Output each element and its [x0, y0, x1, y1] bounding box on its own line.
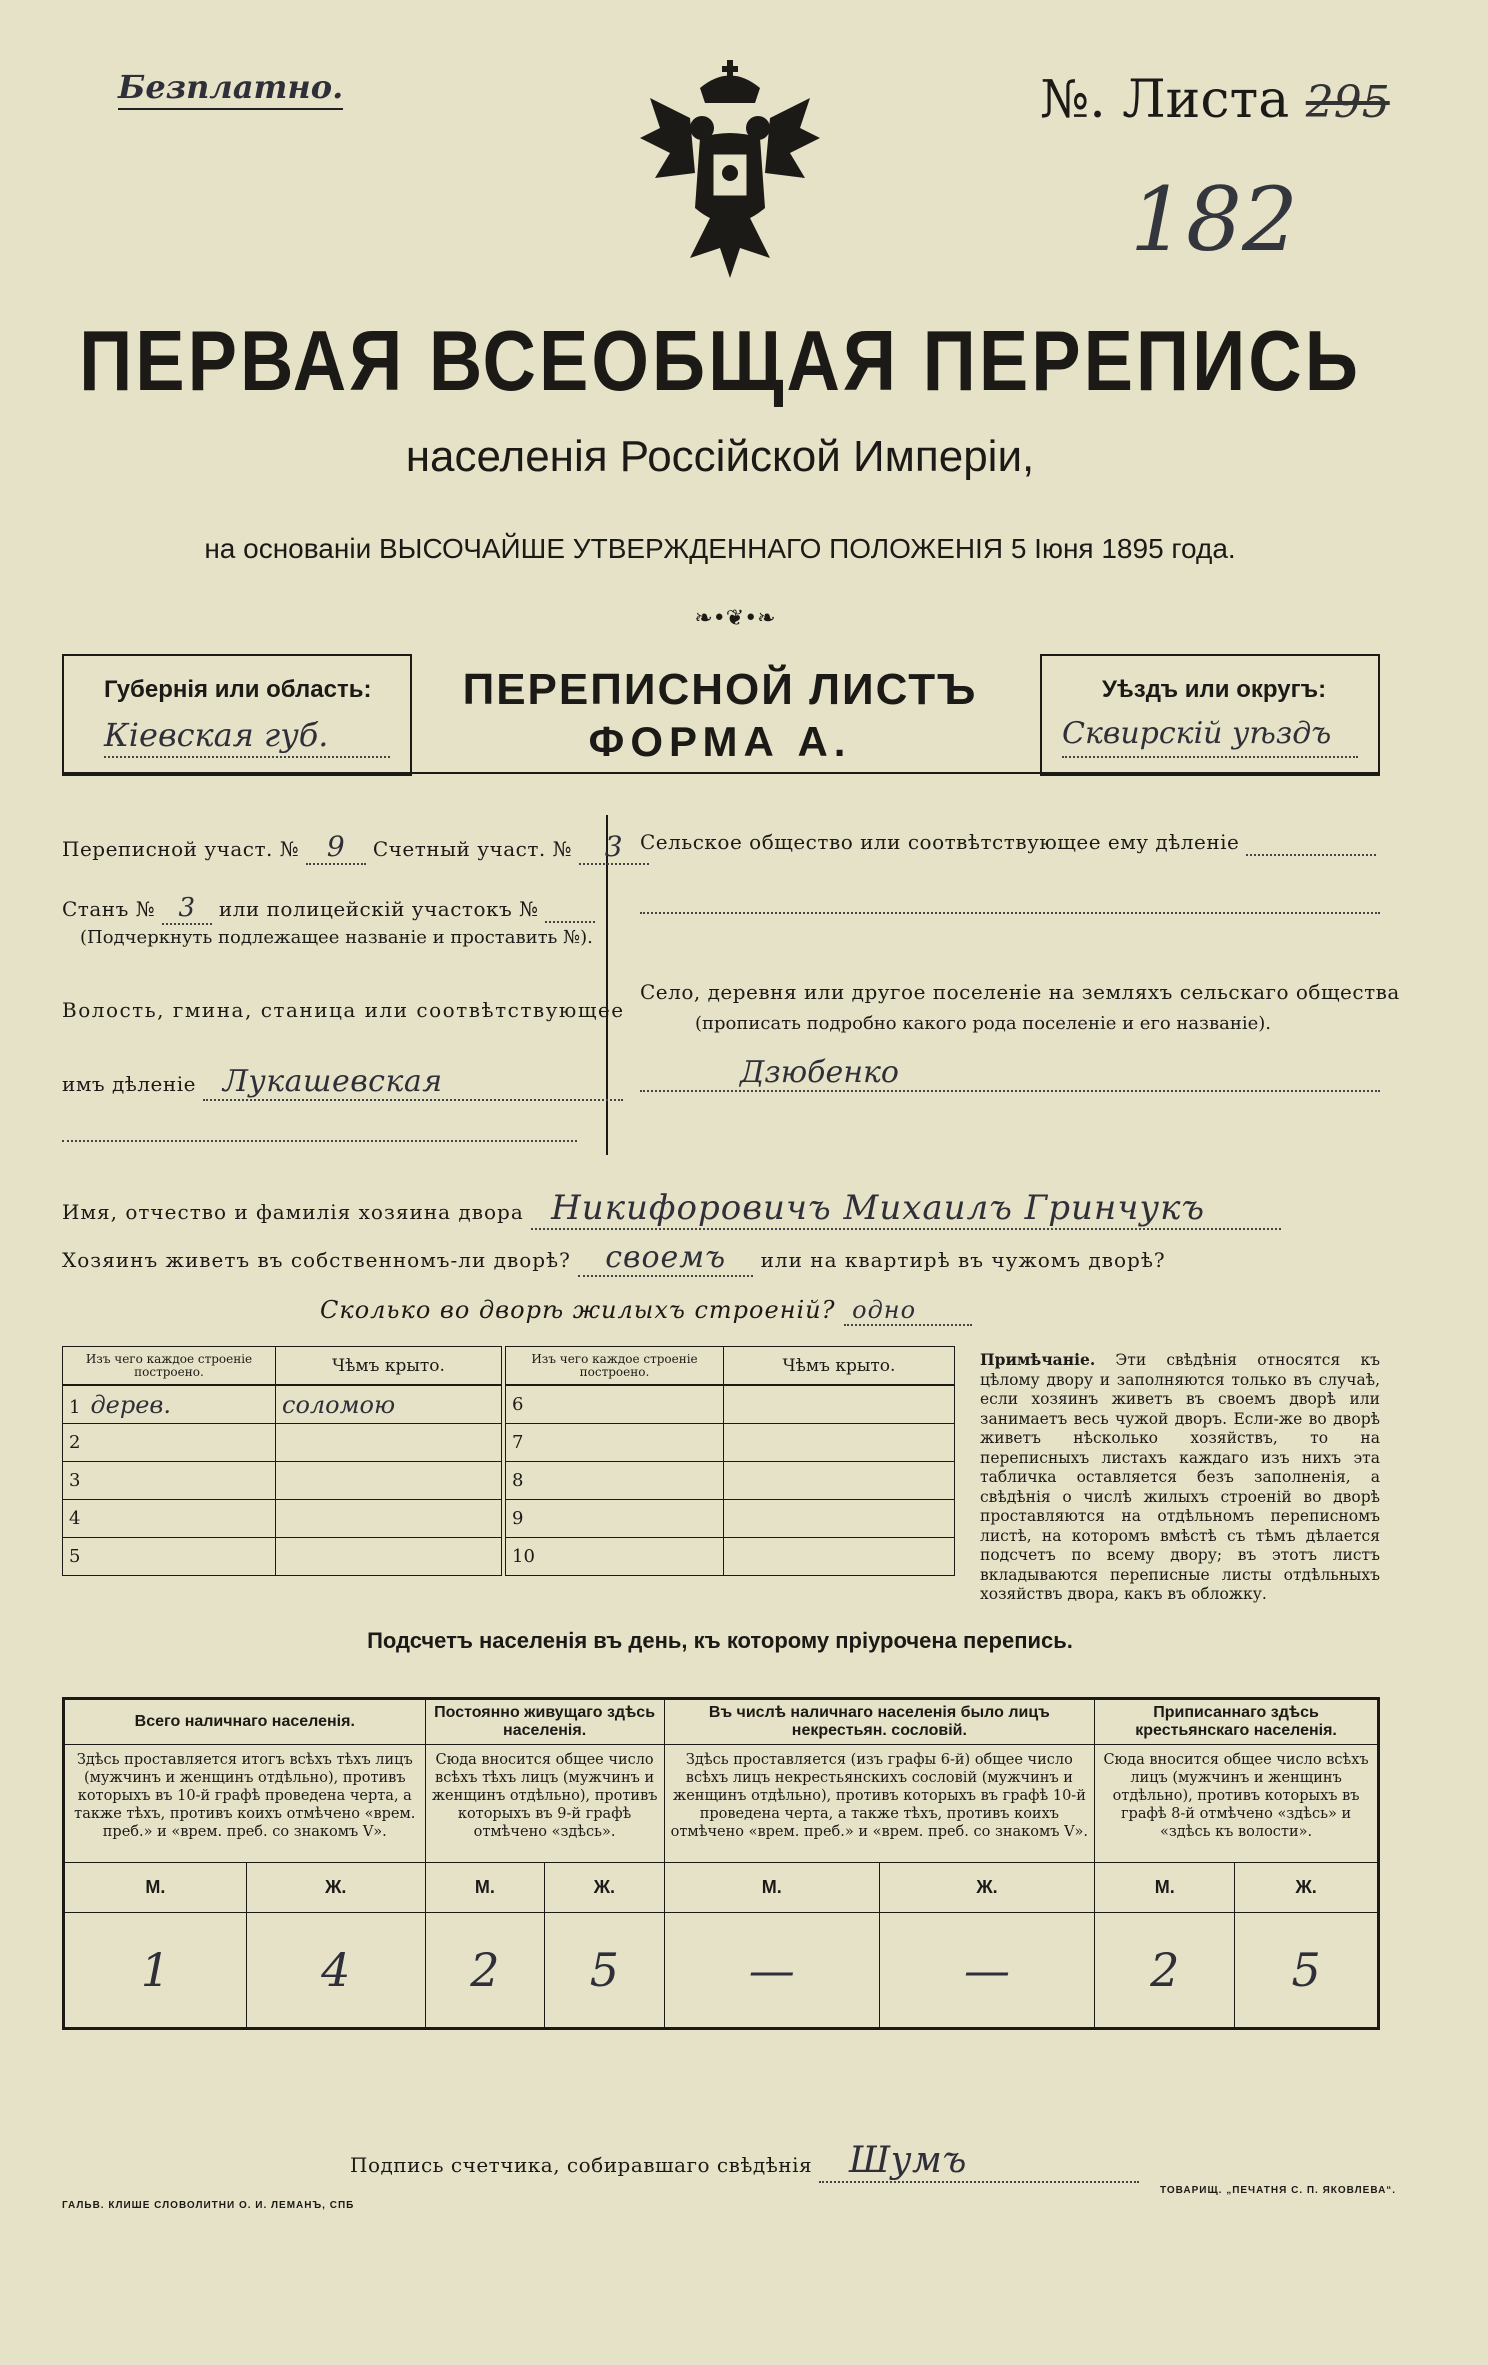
- village-hint: (прописать подробно какого рода поселеніе и его названіе).: [695, 1013, 1271, 1034]
- buildings-table-left: Изъ чего каждое строеніе построено. Чѣмъ крыто. 1 дерев. соломою 2 3 4 5: [62, 1346, 502, 1576]
- district-box: [1040, 654, 1380, 776]
- village-label: Село, деревня или другое поселеніе на земляхъ сельскаго общества: [640, 980, 1400, 1004]
- owner-lives-row: Хозяинъ живетъ въ собственномъ-ли дворѣ? своемъ или на квартирѣ въ чужомъ дворѣ?: [62, 1240, 1166, 1275]
- stan-value: 3: [162, 893, 212, 925]
- owner-lives-value: своемъ: [578, 1240, 753, 1277]
- male-count: 1: [64, 1913, 247, 2029]
- female-count: 4: [246, 1913, 425, 2029]
- footer-right: ТОВАРИЩ. „ПЕЧАТНЯ С. П. ЯКОВЛЕВА“.: [1160, 2185, 1397, 2196]
- male-label: М.: [1095, 1863, 1235, 1913]
- population-col-desc: Сюда вносится общее число всѣхъ лицъ (мужчинъ и женщинъ отдѣльно), противъ которыхъ въ графѣ 8-й отмѣчено «здѣсь» и «здѣсь къ волости».: [1095, 1745, 1379, 1863]
- society-row: Сельское общество или соотвѣтствующее ему дѣленіе: [640, 830, 1376, 856]
- male-count: —: [664, 1913, 879, 2029]
- count-area-value: 3: [579, 830, 649, 865]
- table-row: 4: [63, 1500, 502, 1538]
- owner-name-value: Никифоровичъ Михаилъ Гринчукъ: [531, 1188, 1281, 1230]
- sheet-number: [1040, 70, 1390, 130]
- signature-value: Шумъ: [819, 2140, 1139, 2183]
- form-divider: [62, 772, 1378, 774]
- population-title: Подсчетъ населенія въ день, къ которому пріурочена перепись.: [367, 1628, 1073, 1653]
- form-title: ПЕРЕПИСНОЙ ЛИСТЪ: [462, 665, 978, 714]
- double-eagle-emblem: [630, 58, 830, 288]
- table-row: 2: [63, 1424, 502, 1462]
- population-col-desc: Здѣсь проставляется итогъ всѣхъ тѣхъ лицъ (мужчинъ и женщинъ отдѣльно), противъ которыхъ въ 10-й графѣ проведена черта, а также тѣхъ, противъ коихъ отмѣчено «врем. преб.» и «врем. преб. со знакомъ V».: [64, 1745, 426, 1863]
- female-label: Ж.: [246, 1863, 425, 1913]
- society-line: [640, 912, 1380, 914]
- ornament-divider: ❧•❦•❧: [694, 606, 776, 631]
- population-table: [62, 1697, 1380, 2030]
- buildings-value: одно: [844, 1296, 972, 1326]
- male-label: М.: [64, 1863, 247, 1913]
- underline-hint: (Подчеркнуть подлежащее названіе и проставить №).: [80, 927, 593, 948]
- sheet-no-label: №. Листа: [1040, 70, 1290, 130]
- table-row: 7: [506, 1424, 955, 1462]
- male-label: М.: [425, 1863, 545, 1913]
- column-divider: [606, 815, 608, 1155]
- census-area-value: 9: [306, 830, 366, 865]
- buildings-table-right: Изъ чего каждое строеніе построено. Чѣмъ крыто. 6 7 8 9 10: [505, 1346, 955, 1576]
- free-label: Безплатно.: [118, 68, 343, 110]
- female-label: Ж.: [1235, 1863, 1379, 1913]
- population-col-head: Постоянно живущаго здѣсь населенія.: [425, 1699, 664, 1745]
- population-col-desc: Сюда вносится общее число всѣхъ тѣхъ лицъ (мужчинъ и женщинъ отдѣльно), противъ которыхъ въ 9-й графѣ отмѣчено «здѣсь».: [425, 1745, 664, 1863]
- main-title: ПЕРВАЯ ВСЕОБЩАЯ ПЕРЕПИСЬ: [79, 312, 1361, 409]
- male-label: М.: [664, 1863, 879, 1913]
- volost-value: Лукашевская: [203, 1064, 623, 1101]
- province-value: Кіевская губ.: [104, 716, 329, 754]
- district-label: Уѣздъ или округъ:: [1102, 676, 1327, 703]
- population-col-head: Приписаннаго здѣсь крестьянскаго населенія.: [1095, 1699, 1379, 1745]
- male-count: 2: [425, 1913, 545, 2029]
- female-count: 5: [1235, 1913, 1379, 2029]
- table-row: 8: [506, 1462, 955, 1500]
- owner-row: Имя, отчество и фамилія хозяина двора Никифоровичъ Михаилъ Гринчукъ: [62, 1188, 1281, 1230]
- province-box: [62, 654, 412, 776]
- stan-row: Станъ № 3 или полицейскій участокъ №: [62, 893, 595, 925]
- village-line: [640, 1090, 1380, 1092]
- volost-extra-line: [62, 1140, 577, 1142]
- table-row: 3: [63, 1462, 502, 1500]
- census-area-row: Переписной участ. № 9 Счетный участ. № 3: [62, 830, 649, 865]
- note-block: Примѣчаніе. Эти свѣдѣнія относятся къ цѣлому двору и заполняются только въ случаѣ, если хозяинъ живетъ въ своемъ дворѣ или занимаетъ весь чужой дворъ. Если-же во дворѣ живетъ нѣсколько хозяйствъ, то на переписныхъ листахъ каждаго изъ нихъ эта табличка оставляется безъ заполненія, а свѣдѣнія о числѣ жилыхъ строеній во дворѣ проставляются на отдѣльномъ переписномъ листѣ, на которомъ вмѣстѣ съ тѣмъ дѣлается подсчетъ по всему двору; въ этотъ листъ вкладываются переписные листы отдѣльныхъ хозяйствъ двора, какъ въ обложку.: [980, 1350, 1380, 1603]
- form-sub: ФОРМА А.: [588, 718, 852, 765]
- volost-row: имъ дѣленіе Лукашевская: [62, 1064, 623, 1101]
- population-col-head: Въ числѣ наличнаго населенія было лицъ некрестьян. сословій.: [664, 1699, 1094, 1745]
- province-label: Губернія или область:: [104, 676, 372, 703]
- district-value: Сквирскій уѣздъ: [1062, 716, 1332, 751]
- footer-left: ГАЛЬВ. КЛИШЕ СЛОВОЛИТНИ О. И. ЛЕМАНЪ, СПБ: [62, 2200, 355, 2211]
- female-label: Ж.: [879, 1863, 1094, 1913]
- table-row: 6: [506, 1386, 955, 1424]
- subtitle: населенія Россійской Имперіи,: [405, 432, 1035, 481]
- population-col-head: Всего наличнаго населенія.: [64, 1699, 426, 1745]
- village-value: Дзюбенко: [740, 1055, 899, 1090]
- male-count: 2: [1095, 1913, 1235, 2029]
- buildings-row: Сколько во дворѣ жилыхъ строеній? одно: [320, 1296, 972, 1326]
- table-row: 9: [506, 1500, 955, 1538]
- female-count: 5: [545, 1913, 665, 2029]
- table-row: 10: [506, 1538, 955, 1576]
- sheet-no-handwritten: 182: [1130, 168, 1298, 271]
- volost-label: Волость, гмина, станица или соотвѣтствующее: [62, 998, 625, 1022]
- population-col-desc: Здѣсь проставляется (изъ графы 6-й) общее число всѣхъ лицъ некрестьянскихъ сословій (мужчинъ и женщинъ отдѣльно), противъ которыхъ въ графѣ 10-й проведена черта, а также тѣхъ, противъ коихъ отмѣчено «врем. преб.» и «врем. преб. со знакомъ V».: [664, 1745, 1094, 1863]
- female-label: Ж.: [545, 1863, 665, 1913]
- table-row: 5: [63, 1538, 502, 1576]
- basis-line: на основаніи ВЫСОЧАЙШЕ УТВЕРЖДЕННАГО ПОЛОЖЕНІЯ 5 Іюня 1895 года.: [204, 533, 1236, 564]
- female-count: —: [879, 1913, 1094, 2029]
- signature-row: Подпись счетчика, собиравшаго свѣдѣнія Шумъ: [350, 2140, 1139, 2183]
- sheet-no-struck: 295: [1305, 77, 1390, 128]
- table-row: 1 дерев. соломою: [63, 1386, 502, 1424]
